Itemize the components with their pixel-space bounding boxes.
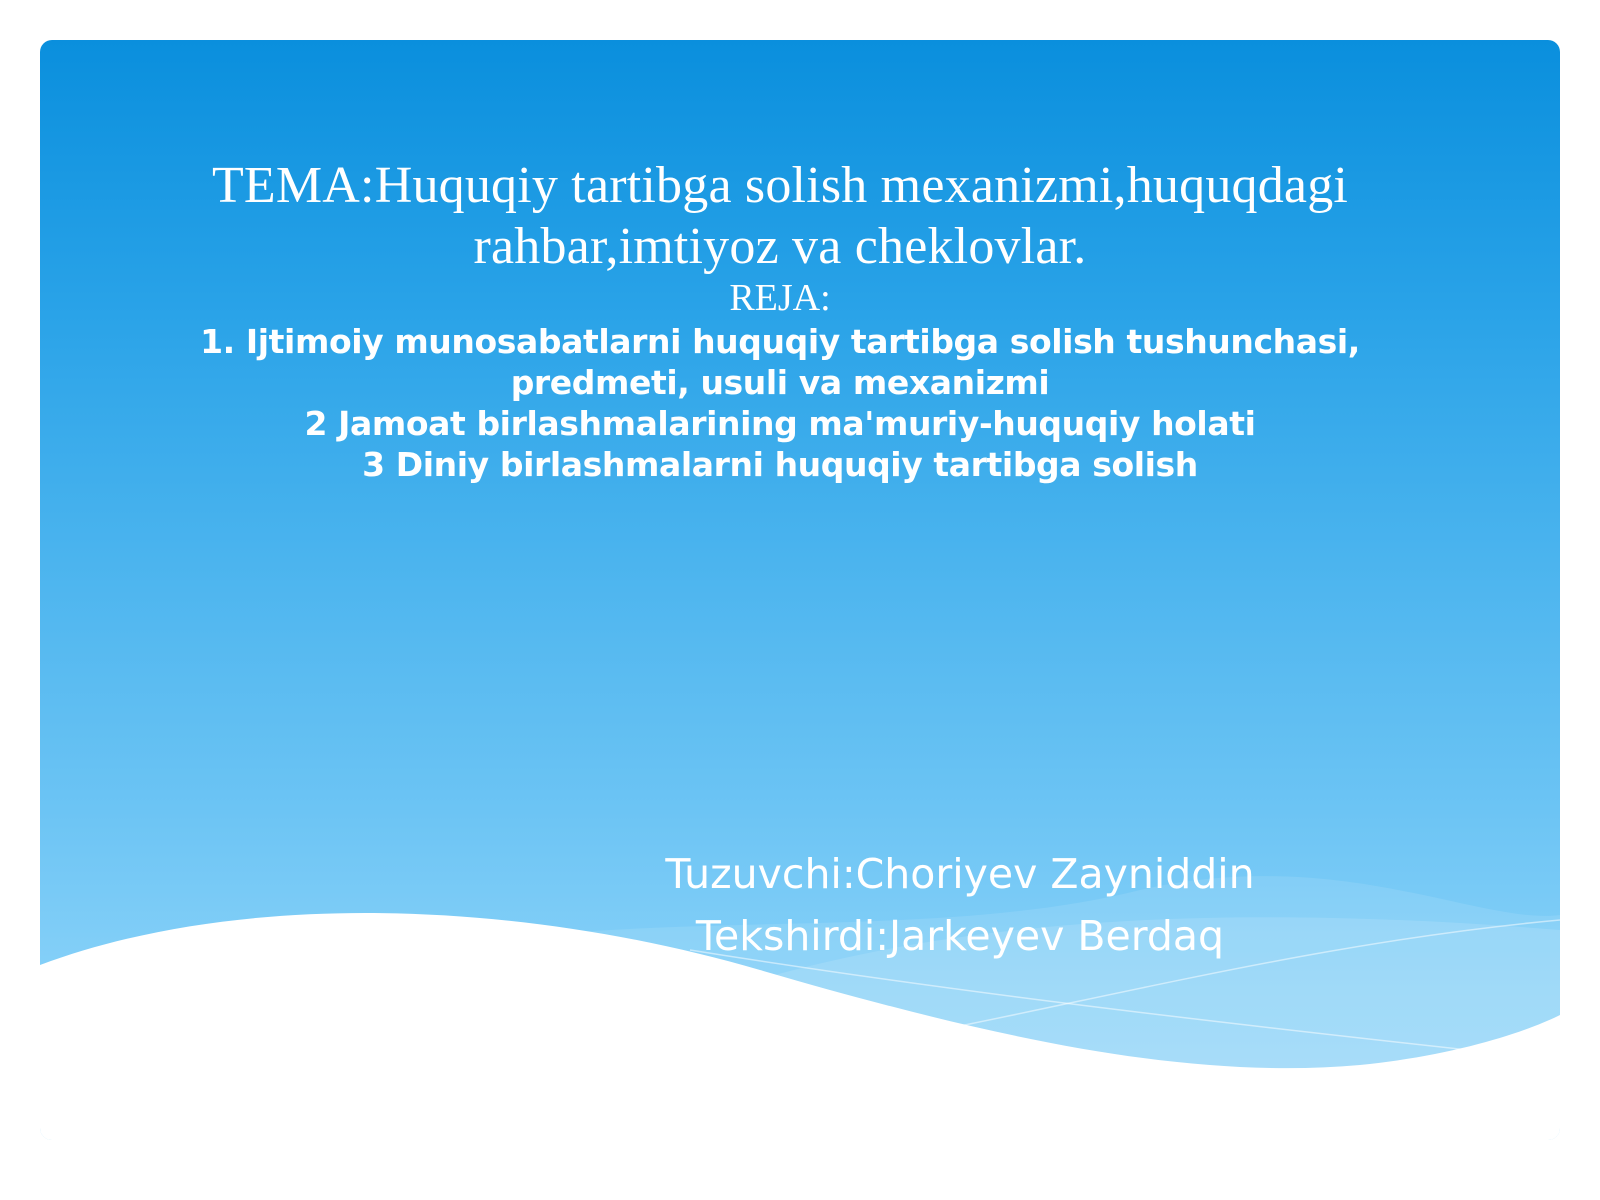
plan-item: 1. Ijtimoiy munosabatlarni huquqiy tartibga solish tushunchasi, xyxy=(200,322,1360,361)
plan-item: 3 Diniy birlashmalarni huquqiy tartibga solish xyxy=(362,445,1198,484)
authors-block xyxy=(600,843,1320,967)
title-block xyxy=(100,155,1460,485)
slide-title xyxy=(100,155,1460,277)
plan-item: predmeti, usuli va mexanizmi xyxy=(510,363,1050,402)
plan-list xyxy=(100,321,1460,485)
title-line-1: TEMA:Huquqiy tartibga solish mexanizmi,huquqdagi xyxy=(211,157,1349,214)
title-line-2: rahbar,imtiyoz va cheklovlar. xyxy=(473,218,1087,275)
reviewer-line: Tekshirdi:Jarkeyev Berdaq xyxy=(695,912,1225,960)
slide xyxy=(40,40,1560,1140)
plan-heading: REJA: xyxy=(729,277,831,319)
author-line: Tuzuvchi:Choriyev Zayniddin xyxy=(665,850,1255,898)
plan-item: 2 Jamoat birlashmalarining ma'muriy-huquqiy holati xyxy=(304,404,1256,443)
